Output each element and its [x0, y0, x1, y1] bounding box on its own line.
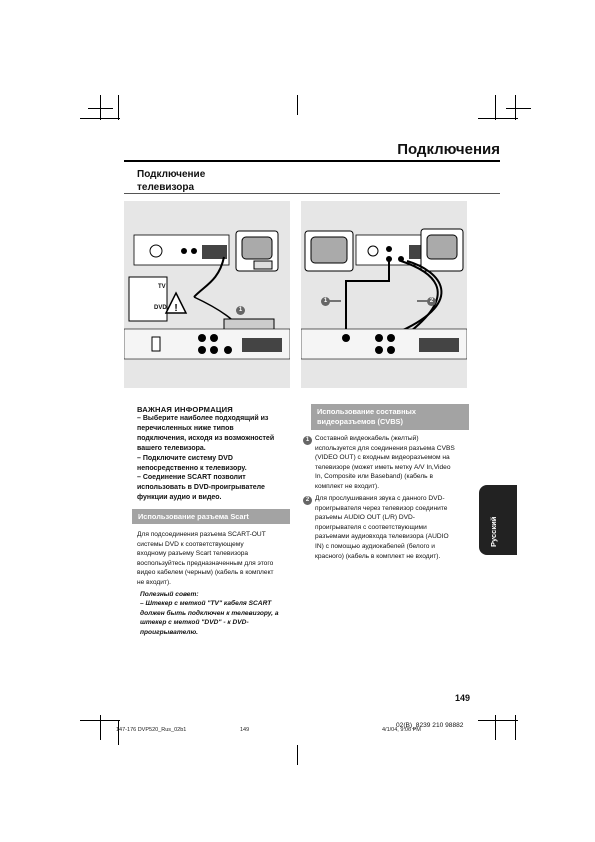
- scart-body: [137, 530, 297, 588]
- cvbs-diagram: [301, 201, 467, 388]
- section-title-line: телевизора: [137, 182, 195, 193]
- important-line: перечисленных ниже типов: [137, 424, 234, 432]
- footer-file: 147-176 DVP520_Rus_02b1: [116, 727, 187, 733]
- step-line: используется для соединения разъема CVBS: [315, 444, 455, 452]
- svg-text:!: !: [174, 303, 178, 314]
- scart-line: не входит).: [137, 578, 171, 586]
- important-line: функции аудио и видео.: [137, 494, 222, 502]
- crop-mark: [495, 715, 496, 740]
- tip-title: Полезный совет:: [140, 591, 199, 598]
- crop-mark: [100, 715, 101, 740]
- important-line: – Подключите систему DVD: [137, 454, 233, 462]
- step-line: проигрывателя через телевизор соедините: [315, 504, 448, 512]
- crop-mark: [506, 108, 531, 109]
- label-dvd: DVD: [154, 305, 167, 311]
- document-code: 02(B)_8239 210 98882: [396, 722, 464, 729]
- important-body: [137, 414, 295, 503]
- crop-mark: [495, 95, 496, 120]
- cvbs-step-2: [315, 494, 480, 561]
- important-line: – Выберите наиболее подходящий из: [137, 415, 269, 422]
- important-line: вашего телевизора.: [137, 444, 206, 452]
- section-title: [137, 168, 205, 194]
- tip-line: штекер с меткой "DVD" - к DVD-: [140, 619, 249, 627]
- important-line: подключения, исходя из возможностей: [137, 434, 275, 442]
- language-tab: [479, 485, 517, 555]
- label-tv: TV: [158, 284, 166, 290]
- tip-line: должен быть подключен к телевизору, а: [140, 609, 279, 617]
- step-line: Составной видеокабель (желтый): [315, 435, 419, 442]
- step-line: разъемами аудиовхода телевизора (AUDIO: [315, 533, 449, 541]
- step-line: разъемы AUDIO OUT (L/R) DVD-: [315, 514, 415, 522]
- scart-line: Для подсоединения разъема SCART-OUT: [137, 531, 266, 538]
- crop-mark: [118, 95, 119, 120]
- important-line: – Соединение SCART позволит: [137, 474, 246, 482]
- crop-mark: [80, 720, 120, 721]
- callout-2: 2: [427, 297, 436, 306]
- crop-mark: [478, 118, 518, 119]
- step-line: телевизоре (может иметь метку A/V In,Video: [315, 463, 451, 471]
- language-tab-label: Русский: [489, 516, 498, 547]
- scart-section-header: Использование разъема Scart: [132, 509, 290, 524]
- step-line: комплект не входит).: [315, 482, 380, 490]
- scart-line: системы DVD к соответствующему: [137, 540, 244, 548]
- important-line: непосредственно к телевизору.: [137, 464, 247, 472]
- important-block: [137, 405, 295, 503]
- step-line: IN) с помощью аудиокабелей (белого и: [315, 542, 435, 550]
- crop-mark: [515, 95, 516, 120]
- callout-1: 1: [236, 306, 245, 315]
- scart-line: входному разъему Scart телевизора: [137, 550, 249, 558]
- crop-mark: [297, 745, 298, 765]
- crop-mark: [88, 108, 113, 109]
- tip-line: – Штекер с меткой "TV" кабеля SCART: [140, 600, 272, 608]
- section-title-line: Подключение: [137, 169, 206, 180]
- crop-mark: [515, 715, 516, 740]
- step-line: Для прослушивания звука с данного DVD-: [315, 495, 445, 502]
- crop-mark: [80, 118, 120, 119]
- cvbs-section-header: [311, 404, 469, 430]
- cvbs-header-line: видеоразъемов (CVBS): [317, 417, 403, 426]
- scart-connection-figure: [124, 201, 290, 388]
- page-number: 149: [455, 693, 471, 703]
- important-line: использовать в DVD-проигрывателе: [137, 484, 265, 492]
- callout-1: 1: [321, 297, 330, 306]
- crop-mark: [478, 720, 518, 721]
- important-heading: ВАЖНАЯ ИНФОРМАЦИЯ: [137, 405, 233, 414]
- tip-line: проигрывателю.: [140, 628, 199, 636]
- cvbs-connection-figure: [301, 201, 467, 388]
- helpful-tip: [140, 590, 300, 637]
- cvbs-step-1: [315, 434, 480, 492]
- step-2-badge: 2: [303, 496, 312, 505]
- header-rule: [124, 160, 500, 162]
- scart-diagram: [124, 201, 290, 388]
- scart-line: воспользуйтесь предназначенным для этого: [137, 559, 274, 567]
- page-title: Подключения: [397, 141, 500, 158]
- crop-mark: [297, 95, 298, 115]
- step-line: проигрывателя с соответствующими: [315, 523, 427, 531]
- cvbs-header-line: Использование составных: [317, 407, 416, 416]
- step-line: (VIDEO OUT) с входным видеоразъемом на: [315, 454, 450, 462]
- scart-line: видео кабелем (черным) (кабель в комплект: [137, 569, 274, 577]
- footer-date: 4/1/04, 9:06 PM: [382, 727, 421, 733]
- step-1-badge: 1: [303, 436, 312, 445]
- step-line: In, Composite или Baseband) (кабель в: [315, 473, 433, 481]
- footer-page: 149: [240, 727, 250, 733]
- step-line: красного) (кабель в комплект не входит).: [315, 552, 441, 560]
